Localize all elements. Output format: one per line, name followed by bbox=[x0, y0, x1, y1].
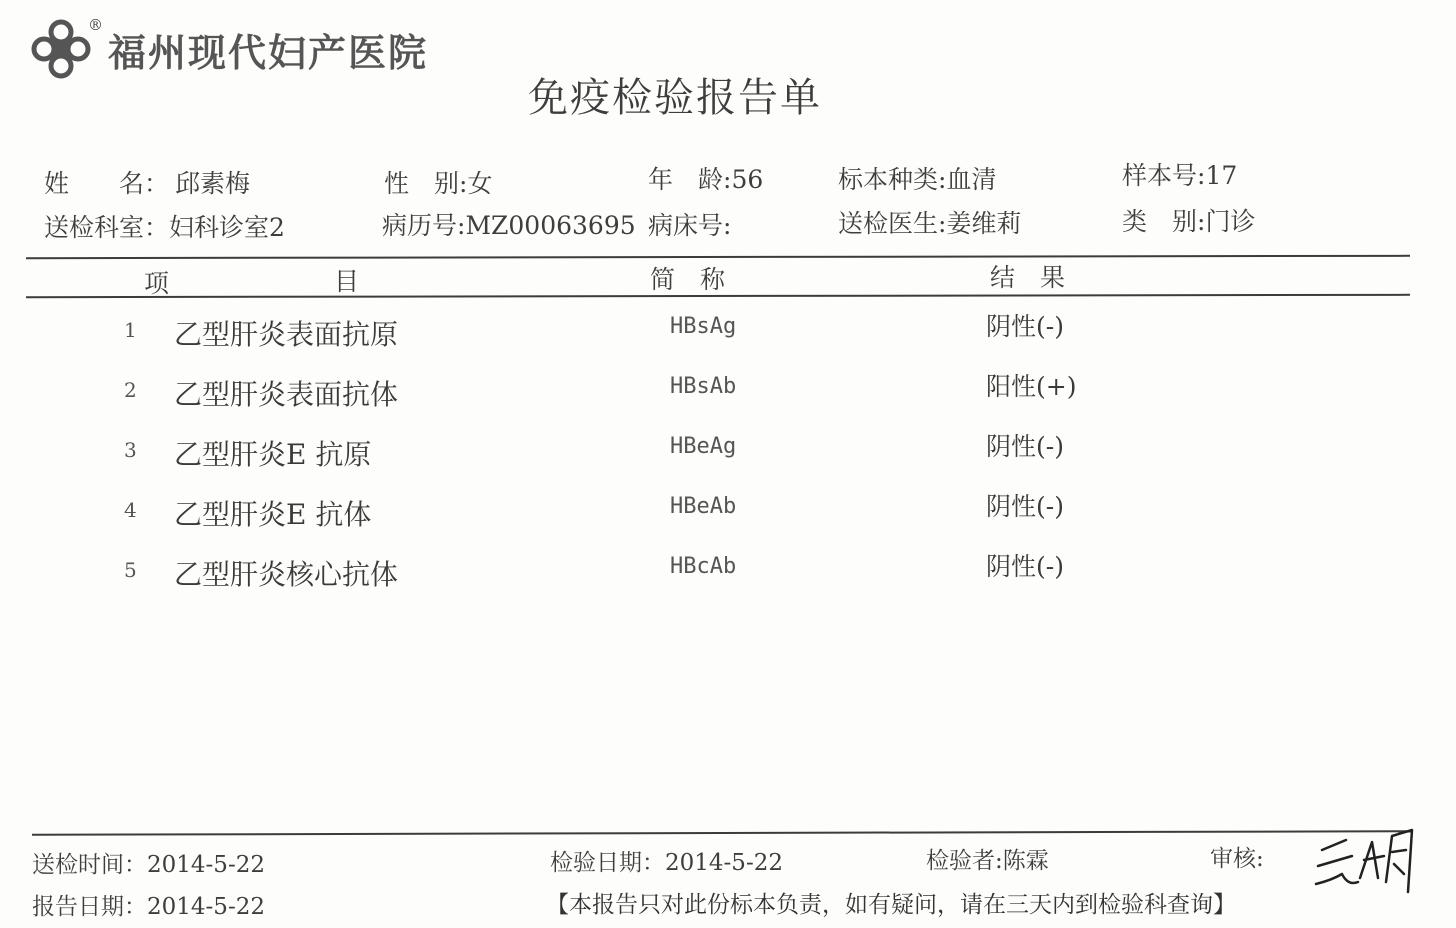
column-header-item-2: 目 bbox=[334, 267, 360, 296]
registered-mark: ® bbox=[88, 16, 103, 34]
patient-age-field bbox=[648, 160, 763, 196]
row-number: 3 bbox=[124, 438, 137, 462]
test-result: 阳性(+) bbox=[986, 372, 1077, 401]
doctor-field bbox=[838, 204, 1021, 240]
patient-sex-label: 性 别: bbox=[384, 169, 468, 198]
specimen-type-label: 标本种类: bbox=[838, 165, 947, 194]
report-date: 2014-5-22 bbox=[147, 894, 265, 920]
test-name: 乙型肝炎E 抗原 bbox=[174, 438, 372, 471]
hospital-logo-icon bbox=[30, 18, 92, 80]
test-abbr: HBsAg bbox=[670, 314, 737, 339]
send-time-field bbox=[32, 846, 265, 879]
medical-record-field bbox=[382, 206, 636, 242]
row-number: 5 bbox=[124, 558, 137, 582]
patient-name-label: 姓 名： bbox=[44, 169, 170, 198]
tester-field bbox=[926, 842, 1049, 875]
disclaimer-note: 【本报告只对此份标本负责，如有疑问，请在三天内到检验科查询】 bbox=[546, 892, 1236, 918]
bed-number-field bbox=[648, 206, 731, 242]
bed-number-label: 病床号: bbox=[648, 211, 732, 240]
visit-category-field bbox=[1122, 202, 1255, 238]
patient-sex-field bbox=[384, 164, 492, 200]
test-result: 阴性(-) bbox=[986, 552, 1064, 581]
department-label: 送检科室： bbox=[44, 213, 170, 242]
column-header-abbr: 简 称 bbox=[650, 265, 726, 294]
test-date-field bbox=[550, 844, 783, 877]
test-name: 乙型肝炎核心抗体 bbox=[174, 558, 399, 591]
patient-age-label: 年 龄: bbox=[648, 165, 732, 194]
test-name: 乙型肝炎表面抗体 bbox=[174, 378, 399, 411]
test-result: 阴性(-) bbox=[986, 432, 1064, 461]
medical-record-label: 病历号: bbox=[382, 211, 466, 240]
test-date-label: 检验日期： bbox=[550, 850, 665, 876]
column-header-item-1: 项 bbox=[144, 269, 170, 298]
test-name: 乙型肝炎E 抗体 bbox=[174, 498, 372, 531]
visit-category-label: 类 别: bbox=[1122, 207, 1206, 236]
test-abbr: HBeAg bbox=[670, 434, 737, 459]
tester-label: 检验者: bbox=[926, 848, 1003, 874]
sample-number-field bbox=[1122, 156, 1237, 192]
test-name: 乙型肝炎表面抗原 bbox=[174, 318, 399, 351]
test-result: 阴性(-) bbox=[986, 312, 1064, 341]
table-top-rule bbox=[26, 255, 1410, 259]
row-number: 1 bbox=[124, 318, 137, 342]
department: 妇科诊室2 bbox=[169, 213, 285, 242]
report-date-label: 报告日期： bbox=[32, 894, 147, 920]
test-date: 2014-5-22 bbox=[665, 850, 783, 876]
reviewer-label: 审核: bbox=[1210, 846, 1264, 872]
doctor-label: 送检医生: bbox=[838, 209, 947, 238]
reviewer-signature bbox=[1312, 822, 1432, 902]
sample-number-label: 样本号: bbox=[1122, 161, 1206, 190]
report-date-field bbox=[32, 888, 265, 921]
test-abbr: HBsAb bbox=[670, 374, 737, 399]
report-title: 免疫检验报告单 bbox=[528, 75, 822, 121]
send-time-label: 送检时间： bbox=[32, 852, 147, 878]
sample-number: 17 bbox=[1205, 161, 1238, 190]
row-number: 4 bbox=[124, 498, 137, 522]
specimen-type: 血清 bbox=[946, 165, 997, 194]
patient-name-field bbox=[44, 164, 250, 200]
patient-age: 56 bbox=[731, 165, 764, 194]
visit-category: 门诊 bbox=[1205, 207, 1256, 236]
column-header-result: 结 果 bbox=[990, 263, 1066, 292]
hospital-name: 福州现代妇产医院 bbox=[108, 30, 429, 75]
doctor-name: 姜维莉 bbox=[946, 209, 1022, 238]
patient-name: 邱素梅 bbox=[175, 169, 251, 198]
row-number: 2 bbox=[124, 378, 137, 402]
patient-sex: 女 bbox=[467, 169, 493, 198]
send-time: 2014-5-22 bbox=[147, 852, 265, 878]
specimen-type-field bbox=[838, 160, 996, 196]
tester-name: 陈霖 bbox=[1002, 848, 1049, 874]
test-result: 阴性(-) bbox=[986, 492, 1064, 521]
test-abbr: HBeAb bbox=[670, 494, 737, 519]
test-abbr: HBcAb bbox=[670, 554, 737, 579]
footer-rule bbox=[32, 830, 1412, 836]
medical-record-number: MZ00063695 bbox=[465, 211, 636, 240]
department-field bbox=[44, 208, 285, 244]
